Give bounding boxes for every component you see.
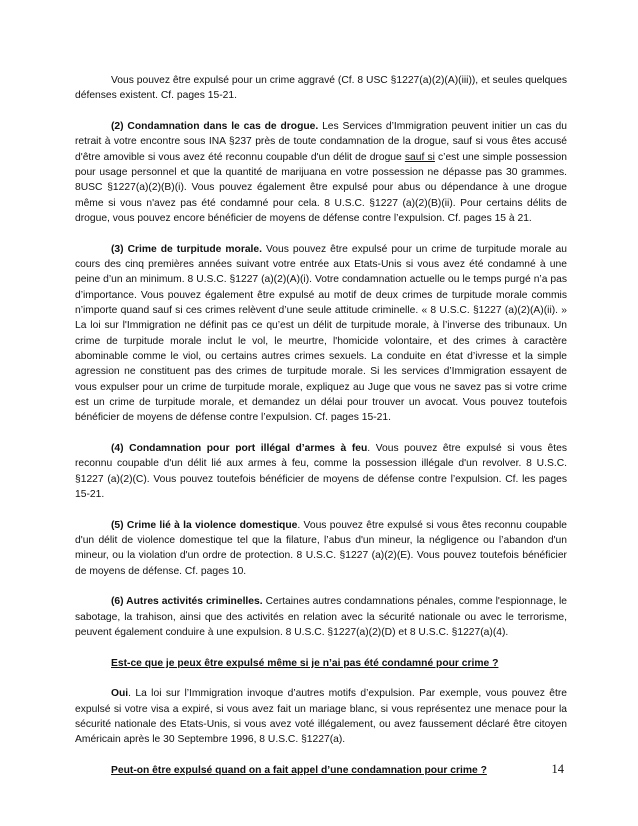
paragraph-aggravated-crime: [75, 73, 567, 104]
section-heading-firearms: (4) Condamnation pour port illégal d’armes à feu: [111, 443, 368, 455]
paragraph-firearms: [75, 441, 567, 502]
paragraph-drug-conviction: [75, 119, 567, 226]
paragraph-answer-yes: [75, 686, 567, 747]
page-number: 14: [551, 762, 564, 776]
underlined-phrase: sauf si: [404, 151, 435, 163]
section-heading-moral-turpitude: (3) Crime de turpitude morale.: [111, 243, 263, 255]
paragraph-text: Vous pouvez être expulsé pour un crime de turpitude morale au cours des cinq premières années suivant votre entrée aux Etats-Unis si vous avez été condamné à une peine d’un an minimum. 8 U.S.C. §1227 (a)(2)(A)(i). Votre condamnation actuelle ou le temps purgé n’a pas d’importance. Vous pouvez également être expulsé au motif de deux crimes de turpitude morale commis n’importe quand sauf si ces crimes relèvent d’une seule attitude criminelle. « 8 U.S.C. §1227 (a)(2)(A)(ii). » La loi sur l'Immigration ne définit pas ce qu’est un délit de turpitude morale, à l’inverse des tribunaux. Un crime de turpitude morale inclut le vol, le meurtre, l'homicide volontaire, et des crimes à caractère abominable comme le viol, ou certains autres crimes sexuels. La conduite en état d’ivresse et la simple agression ne constituent pas des crimes de turpitude morale. Si les services d’Immigration essayent de vous expulser pour un crime de turpitude morale, expliquez au Juge que vous ne savez pas si votre crime est un crime de turpitude morale, et demandez un délai pour trouver un avocat. Vous pouvez toutefois bénéficier de moyens de défense contre l’expulsion. Cf. pages 15-21.: [75, 243, 567, 424]
answer-heading: Oui: [111, 688, 129, 700]
section-heading-other-criminal: (6) Autres activités criminelles.: [111, 596, 263, 608]
question-text: Est-ce que je peux être expulsé même si je n’ai pas été condamné pour crime ?: [111, 657, 499, 669]
paragraph-text: . La loi sur l’Immigration invoque d’autres motifs d’expulsion. Par exemple, vous pouvez être expulsé si votre visa a expiré, si vous avez fait un mariage blanc, si vous représentez une menace pour la sécurité nationale des Etats-Unis, si vous avez voté illégalement, ou avez faussement déclaré être citoyen Américain après le 30 Septembre 1996, 8 U.S.C. §1227(a).: [75, 688, 567, 746]
section-heading-drug: (2) Condamnation dans le cas de drogue.: [111, 120, 319, 132]
paragraph-other-criminal: [75, 594, 567, 640]
paragraph-domestic-violence: [75, 518, 567, 579]
paragraph-moral-turpitude: [75, 242, 567, 426]
paragraph-text: . Vous pouvez être expulsé si vous êtes reconnu coupable d'un délit de violence domestique tel que la filature, l’abus d'un mineur, la négligence ou l’abandon d'un mineur, ou la violation d'un ordre de protection. 8 U.S.C. §1227 (a)(2)(E). Vous pouvez toutefois bénéficier de moyens de défense. Cf. pages 10.: [75, 519, 567, 577]
question-text: Peut-on être expulsé quand on a fait appel d’une condamnation pour crime ?: [111, 765, 487, 777]
paragraph-text: Les Services d’Immigration peuvent initier un cas du retrait à votre encontre sous INA §237 près de toute condamnation de la drogue, sauf si vous êtes accusé d'être amovible si vous avez été reconnu coupable d'un délit de drogue: [75, 120, 567, 163]
question-heading-appeal: [75, 763, 567, 778]
paragraph-text: c’est une simple possession pour usage personnel et que la quantité de marijuana en votre possession ne dépasse pas 30 grammes. 8USC §1227(a)(2)(B)(i). Vous pouvez également être expulsé pour abus ou dépendance à une drogue même si vous n'avez pas été condamné pour cela. 8 U.S.C. §1227 (a)(2)(B)(ii). Pour certains délits de drogue, vous pouvez encore bénéficier de moyens de défense contre l’expulsion. Cf. pages 15 à 21.: [75, 151, 567, 225]
paragraph-text: Certaines autres condamnations pénales, comme l'espionnage, le sabotage, la trahison, ainsi que des activités en relation avec la sécurité nationale ou avec le terrorisme, peuvent également conduire à une expulsion. 8 U.S.C. §1227(a)(2)(D) et 8 U.S.C. §1227(a)(4).: [75, 596, 567, 639]
paragraph-text: . Vous pouvez être expulsé si vous êtes reconnu coupable d'un délit lié aux armes à feu, comme la possession illégale d'un revolver. 8 U.S.C. §1227 (a)(2)(C). Vous pouvez toutefois bénéficier de moyens de défense contre l’expulsion. Cf. les pages 15-21.: [75, 443, 567, 501]
paragraph-text: Vous pouvez être expulsé pour un crime aggravé (Cf. 8 USC §1227(a)(2)(A)(iii)), et seules quelques défenses existent. Cf. pages 15-21.: [75, 75, 567, 102]
page-body: [75, 73, 567, 794]
section-heading-domestic-violence: (5) Crime lié à la violence domestique: [111, 519, 298, 531]
question-heading-no-conviction: [75, 656, 567, 671]
